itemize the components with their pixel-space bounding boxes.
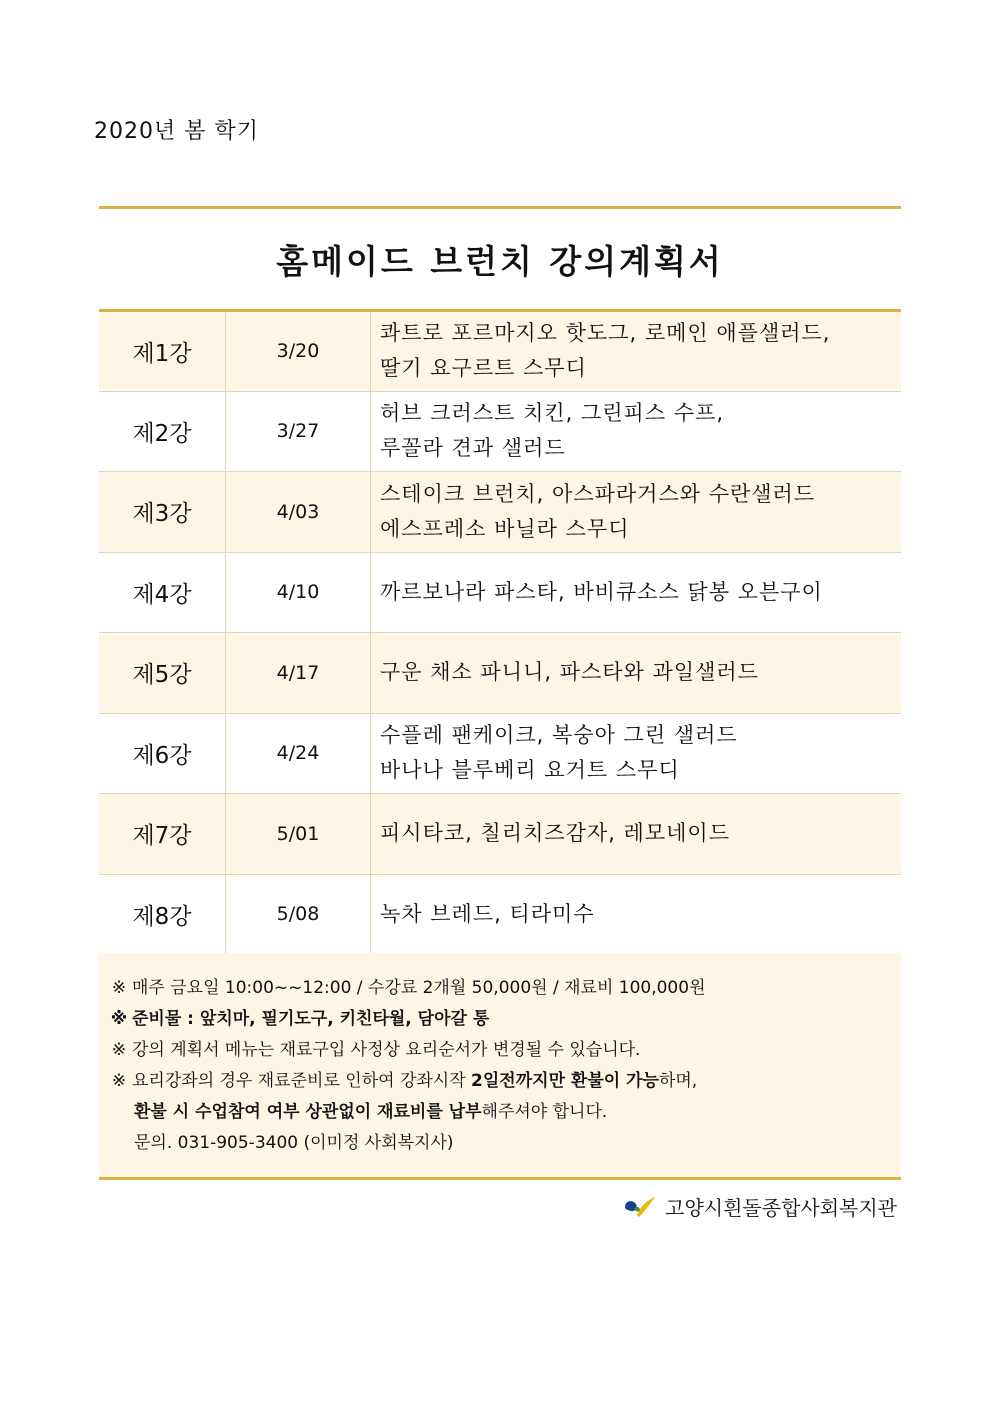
reference-mark-icon: ※ — [111, 1071, 127, 1091]
lecture-number: 제3강 — [99, 472, 226, 553]
table-row — [99, 472, 901, 553]
table-row — [99, 391, 901, 472]
lecture-menu — [371, 472, 902, 553]
table-row — [99, 633, 901, 714]
note-refund-text-e: 해주셔야 합니다. — [481, 1102, 608, 1122]
note-refund — [106, 1066, 901, 1097]
reference-mark-icon: ※ — [111, 978, 127, 998]
lecture-menu — [371, 633, 902, 714]
reference-mark-icon: ※ — [111, 1040, 127, 1060]
bottom-rule — [99, 1177, 901, 1180]
menu-line: 수플레 팬케이크, 복숭아 그린 샐러드 — [380, 723, 738, 748]
reference-mark-icon: ※ — [110, 1009, 128, 1029]
lecture-menu — [371, 874, 902, 955]
note-menu-change-text: 강의 계획서 메뉴는 재료구입 사정상 요리순서가 변경될 수 있습니다. — [132, 1040, 641, 1060]
menu-line: 콰트로 포르마지오 핫도그, 로메인 애플샐러드, — [380, 321, 831, 346]
note-refund-continued — [106, 1097, 901, 1128]
lecture-schedule-table — [99, 309, 901, 955]
note-refund-text-c: 하며, — [658, 1071, 698, 1091]
lecture-menu — [371, 794, 902, 875]
menu-line: 스테이크 브런치, 아스파라거스와 수란샐러드 — [380, 481, 816, 506]
lecture-number: 제6강 — [99, 713, 226, 794]
lecture-number: 제7강 — [99, 794, 226, 875]
table-row — [99, 794, 901, 875]
note-schedule — [106, 973, 901, 1004]
lecture-date: 5/08 — [226, 874, 371, 955]
lecture-menu — [371, 391, 902, 472]
welfare-center-logo-icon — [623, 1195, 657, 1219]
lecture-number: 제8강 — [99, 874, 226, 955]
lecture-date: 4/17 — [226, 633, 371, 714]
note-supplies — [106, 1004, 901, 1035]
menu-line: 바나나 블루베리 요거트 스무디 — [380, 758, 680, 783]
lecture-number: 제4강 — [99, 552, 226, 633]
table-row — [99, 874, 901, 955]
lecture-date: 5/01 — [226, 794, 371, 875]
menu-line: 에스프레소 바닐라 스무디 — [380, 516, 630, 541]
page-title: 홈메이드 브런치 강의계획서 — [276, 242, 724, 281]
footer — [623, 1192, 897, 1221]
note-refund-payment-emphasis: 환불 시 수업참여 여부 상관없이 재료비를 납부 — [134, 1102, 482, 1122]
menu-line: 구운 채소 파니니, 파스타와 과일샐러드 — [380, 660, 759, 685]
lecture-date: 4/03 — [226, 472, 371, 553]
table-row — [99, 552, 901, 633]
lecture-number: 제2강 — [99, 391, 226, 472]
menu-line: 피시타코, 칠리치즈감자, 레모네이드 — [380, 821, 730, 846]
note-refund-emphasis: 2일전까지만 환불이 가능 — [471, 1071, 659, 1091]
lecture-date: 4/24 — [226, 713, 371, 794]
semester-label: 2020년 봄 학기 — [94, 119, 259, 144]
note-schedule-text: 매주 금요일 10:00~~12:00 / 수강료 2개월 50,000원 / 재료비 100,000원 — [132, 978, 706, 998]
note-refund-text-a: 요리강좌의 경우 재료준비로 인하여 강좌시작 — [132, 1071, 472, 1091]
menu-line: 녹차 브레드, 티라미수 — [380, 901, 595, 926]
lecture-menu — [371, 552, 902, 633]
note-supplies-text: 준비물 : 앞치마, 필기도구, 키친타월, 담아갈 통 — [132, 1009, 490, 1029]
lecture-menu — [371, 713, 902, 794]
lecture-date: 3/20 — [226, 311, 371, 392]
lecture-number: 제1강 — [99, 311, 226, 392]
menu-line: 딸기 요구르트 스무디 — [380, 356, 587, 381]
table-row — [99, 311, 901, 392]
note-menu-change — [106, 1035, 901, 1066]
lecture-number: 제5강 — [99, 633, 226, 714]
menu-line: 허브 크러스트 치킨, 그린피스 수프, — [380, 401, 725, 426]
notes-box — [99, 953, 901, 1177]
top-rule — [99, 206, 901, 209]
organization-name: 고양시흰돌종합사회복지관 — [665, 1196, 897, 1220]
menu-line: 루꼴라 견과 샐러드 — [380, 436, 566, 461]
lecture-date: 3/27 — [226, 391, 371, 472]
table-row — [99, 713, 901, 794]
menu-line: 까르보나라 파스타, 바비큐소스 닭봉 오븐구이 — [380, 579, 823, 604]
lecture-date: 4/10 — [226, 552, 371, 633]
lecture-menu — [371, 311, 902, 392]
note-contact: 문의. 031-905-3400 (이미정 사회복지사) — [134, 1133, 454, 1153]
